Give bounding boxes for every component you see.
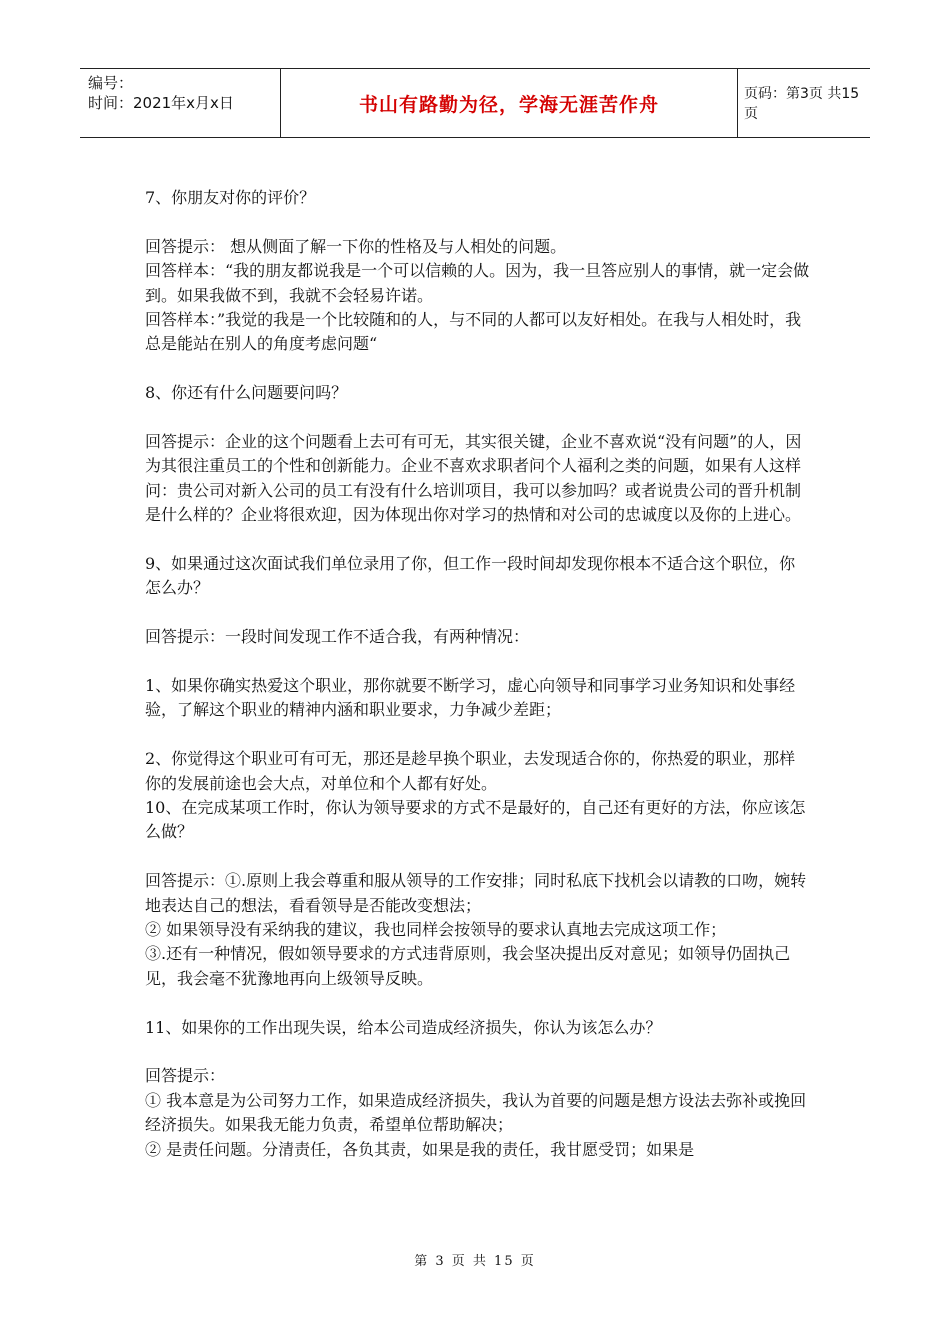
- header-motto: 书山有路勤为径，学海无涯苦作舟: [280, 69, 738, 137]
- paragraph-gap: [145, 991, 810, 1015]
- paragraph: 回答提示：: [145, 1066, 226, 1086]
- document-body: [145, 186, 810, 1162]
- paragraph: ① 我本意是为公司努力工作，如果造成经济损失，我认为首要的问题是想方设法去弥补或挽回经济损失。如果我无能力负责，希望单位帮助解决；: [145, 1090, 807, 1135]
- paragraph-gap: [145, 601, 810, 625]
- page-header: [80, 68, 870, 138]
- paragraph: ② 是责任问题。分清责任，各负其责，如果是我的责任，我甘愿受罚；如果是: [145, 1139, 695, 1159]
- paragraph: 1、如果你确实热爱这个职业，那你就要不断学习，虚心向领导和同事学习业务知识和处事经验，了解这个职业的精神内涵和职业要求，力争减少差距；: [145, 676, 796, 720]
- paragraph: 7、你朋友对你的评价？: [145, 188, 316, 207]
- paragraph: 回答样本：“我的朋友都说我是一个可以信赖的人。因为，我一旦答应别人的事情，就一定会做到。如果我做不到，我就不会轻易许诺。: [145, 261, 810, 305]
- paragraph-gap: [145, 845, 810, 869]
- paragraph: 回答提示：①.原则上我会尊重和服从领导的工作安排；同时私底下找机会以请教的口吻，婉转地表达自己的想法，看看领导是否能改变想法；: [145, 871, 807, 915]
- header-page-code: 页码：第3页 共15页: [744, 86, 860, 122]
- page-footer: 第 3 页 共 15 页: [414, 1254, 536, 1269]
- paragraph: 回答样本：”我觉的我是一个比较随和的人，与不同的人都可以友好相处。在我与人相处时，我总是能站在别人的角度考虑问题“: [145, 310, 802, 354]
- paragraph: 9、如果通过这次面试我们单位录用了你，但工作一段时间却发现你根本不适合这个职位，你怎么办？: [145, 554, 796, 598]
- paragraph: 回答提示：一段时间发现工作不适合我，有两种情况：: [145, 627, 530, 647]
- header-meta: [80, 69, 280, 137]
- paragraph-gap: [145, 406, 810, 430]
- number-label: 编号：: [88, 74, 134, 92]
- paragraph-gap: [145, 357, 810, 381]
- paragraph: 2、你觉得这个职业可有可无，那还是趁早换个职业，去发现适合你的，你热爱的职业，那样你的发展前途也会大点，对单位和个人都有好处。: [145, 749, 796, 793]
- paragraph-gap: [145, 650, 810, 674]
- paragraph: 10、在完成某项工作时，你认为领导要求的方式不是最好的，自己还有更好的方法，你应该怎么做？: [145, 798, 806, 842]
- paragraph-gap: [145, 1040, 810, 1064]
- paragraph: ③.还有一种情况，假如领导要求的方式违背原则，我会坚决提出反对意见；如领导仍固执己见，我会毫不犹豫地再向上级领导反映。: [145, 944, 791, 988]
- paragraph-gap: [145, 723, 810, 747]
- paragraph: 11、如果你的工作出现失误，给本公司造成经济损失，你认为该怎么办？: [145, 1017, 662, 1037]
- paragraph-gap: [145, 210, 810, 234]
- paragraph-gap: [145, 528, 810, 552]
- date-label: 时间：2021年x月x日: [88, 94, 234, 112]
- paragraph: 回答提示： 想从侧面了解一下你的性格及与人相处的问题。: [145, 236, 567, 256]
- paragraph: 回答提示：企业的这个问题看上去可有可无，其实很关键，企业不喜欢说“没有问题”的人，因为其很注重员工的个性和创新能力。企业不喜欢求职者问个人福利之类的问题，如果有人这样问：贵公司对新入公司的员工有没有什么培训项目，我可以参加吗？或者说贵公司的晋升机制是什么样的？企业将很欢迎，因为体现出你对学习的热情和对公司的忠诚度以及你的上进心。: [145, 432, 802, 525]
- paragraph: 8、你还有什么问题要问吗？: [145, 383, 348, 403]
- paragraph: ② 如果领导没有采纳我的建议，我也同样会按领导的要求认真地去完成这项工作；: [145, 920, 727, 940]
